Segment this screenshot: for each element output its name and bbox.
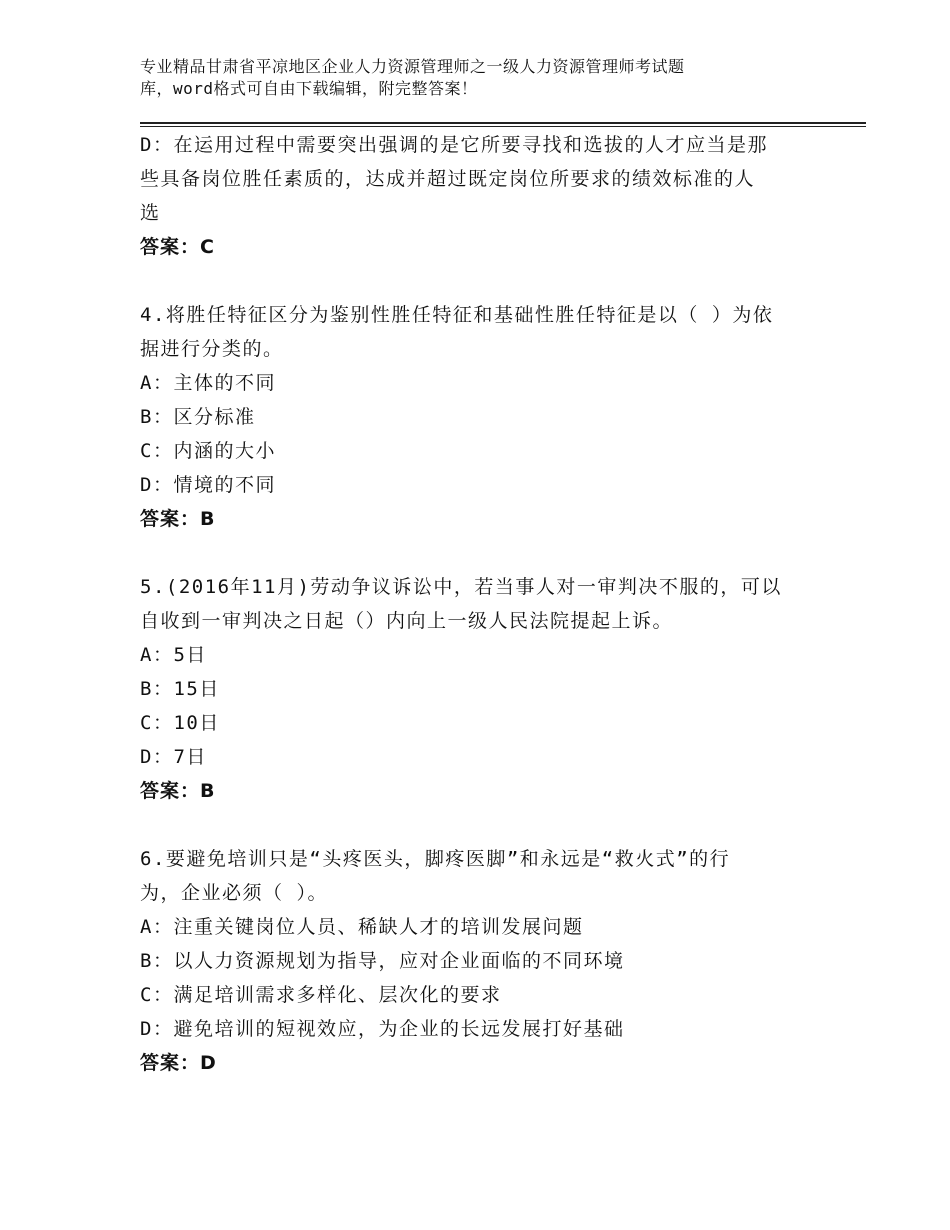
question-6	[140, 842, 840, 1080]
header-rule-thick	[140, 122, 866, 124]
question-stem: 6.要避免培训只是“头疼医头，脚疼医脚”和永远是“救火式”的行	[140, 848, 731, 870]
option-d: D：7日	[140, 746, 207, 768]
question-stem: 据进行分类的。	[140, 338, 284, 360]
question-stem: 4.将胜任特征区分为鉴别性胜任特征和基础性胜任特征是以（ ）为依	[140, 304, 774, 326]
question-4	[140, 298, 840, 536]
header-line-2: 库，word格式可自由下载编辑，附完整答案！	[140, 79, 478, 98]
option-c: C：内涵的大小	[140, 440, 276, 462]
option-d: D：避免培训的短视效应，为企业的长远发展打好基础	[140, 1018, 625, 1040]
option-d: D：情境的不同	[140, 474, 276, 496]
question-5	[140, 570, 840, 808]
option-b: B：以人力资源规划为指导，应对企业面临的不同环境	[140, 950, 625, 972]
answer-text: 答案：C	[140, 236, 215, 258]
option-a: A：主体的不同	[140, 372, 276, 394]
option-b: B：15日	[140, 678, 220, 700]
option-b: B：区分标准	[140, 406, 256, 428]
option-c: C：10日	[140, 712, 220, 734]
question-stem: 为，企业必须（ ）。	[140, 882, 328, 904]
option-text: 些具备岗位胜任素质的，达成并超过既定岗位所要求的绩效标准的人	[140, 168, 756, 190]
document-content	[140, 128, 840, 1080]
question-stem: 5.(2016年11月)劳动争议诉讼中，若当事人对一审判决不服的，可以	[140, 576, 782, 598]
option-c: C：满足培训需求多样化、层次化的要求	[140, 984, 502, 1006]
answer-text: 答案：B	[140, 508, 216, 530]
option-text: 选	[140, 202, 161, 224]
header-line-1: 专业精品甘肃省平凉地区企业人力资源管理师之一级人力资源管理师考试题	[140, 57, 685, 76]
answer-text: 答案：B	[140, 780, 216, 802]
page-header	[140, 56, 840, 100]
header-rule-thin	[140, 126, 866, 127]
question-stem: 自收到一审判决之日起（）内向上一级人民法院提起上诉。	[140, 610, 674, 632]
option-a: A：注重关键岗位人员、稀缺人才的培训发展问题	[140, 916, 584, 938]
carryover-block	[140, 128, 840, 264]
option-a: A：5日	[140, 644, 207, 666]
answer-text: 答案：D	[140, 1052, 217, 1074]
option-text: D：在运用过程中需要突出强调的是它所要寻找和选拔的人才应当是那	[140, 134, 768, 156]
